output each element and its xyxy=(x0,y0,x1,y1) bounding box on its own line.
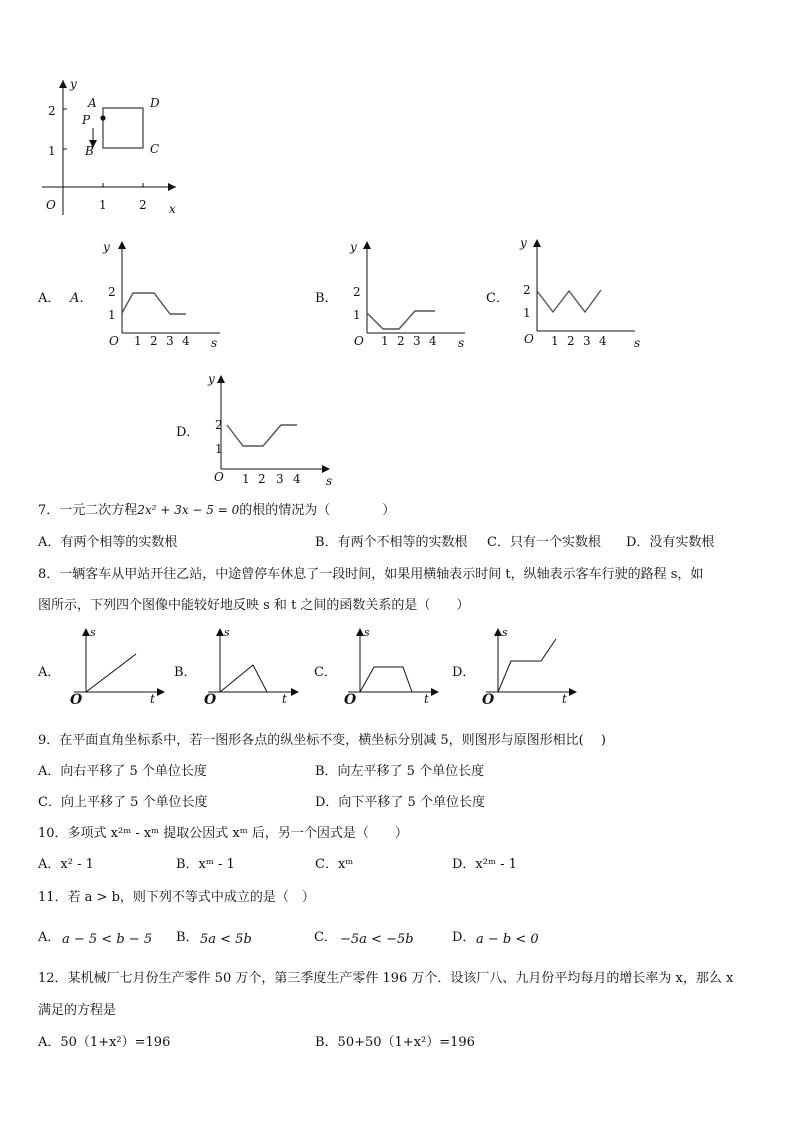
q11-option-c[interactable]: −5a < −5b xyxy=(340,932,414,947)
svg-text:y: y xyxy=(103,240,110,254)
q8-stem-line1: 8．一辆客车从甲站开往乙站，中途曾停车休息了一段时间，如果用横轴表示时间 t，纵轴表示客车行驶的路程 s，如 xyxy=(38,567,704,582)
label-c: C xyxy=(150,142,160,156)
q10-stem: 10．多项式 x²ᵐ - xᵐ 提取公因式 xᵐ 后，另一个因式是（ ） xyxy=(38,826,408,841)
q6-graph-a xyxy=(95,235,225,355)
q10-option-b[interactable]: B．xᵐ - 1 xyxy=(176,857,235,872)
label-d: D xyxy=(150,96,160,110)
q6-graph-c-line xyxy=(537,290,601,312)
q9-stem: 9．在平面直角坐标系中，若一图形各点的纵坐标不变，横坐标分别减 5，则图形与原图形相比( ) xyxy=(38,733,606,748)
label-b: B xyxy=(85,144,94,158)
svg-text:2: 2 xyxy=(150,334,158,348)
q7-option-b[interactable]: B．有两个不相等的实数根 xyxy=(315,535,468,550)
svg-text:t: t xyxy=(424,692,429,706)
q8-graph-c-line xyxy=(360,667,412,692)
svg-text:2: 2 xyxy=(108,285,116,299)
q6-option-a-label[interactable]: A． xyxy=(38,291,61,306)
point-p xyxy=(100,115,105,120)
svg-text:s: s xyxy=(224,626,230,639)
svg-text:t: t xyxy=(150,692,155,706)
svg-text:2: 2 xyxy=(353,285,361,299)
svg-text:s: s xyxy=(458,336,465,350)
q6-option-d-label[interactable]: D． xyxy=(176,425,200,440)
rectangle-abcd xyxy=(103,108,143,148)
q7-option-a[interactable]: A．有两个相等的实数根 xyxy=(38,535,178,550)
q12-option-a[interactable]: A．50（1+x²）=196 xyxy=(38,1035,171,1050)
svg-text:3: 3 xyxy=(166,334,174,348)
svg-text:1: 1 xyxy=(523,306,531,320)
x-axis-label: x xyxy=(169,202,176,216)
q8-option-c-label[interactable]: C． xyxy=(314,665,337,680)
q12-option-b[interactable]: B．50+50（1+x²）=196 xyxy=(315,1035,475,1050)
tick-y-1: 1 xyxy=(48,144,56,158)
svg-text:y: y xyxy=(208,372,215,386)
svg-text:t: t xyxy=(282,692,287,706)
svg-text:y: y xyxy=(350,240,357,254)
svg-text:O: O xyxy=(524,332,534,346)
q11-option-c-label[interactable]: C． xyxy=(314,930,337,945)
q7-stem: 7．一元二次方程2x² + 3x − 5 = 0的根的情况为（ ） xyxy=(38,503,396,518)
q8-option-b-label[interactable]: B． xyxy=(174,665,197,680)
q8-option-a-label[interactable]: A． xyxy=(38,665,61,680)
q9-option-a[interactable]: A．向右平移了 5 个单位长度 xyxy=(38,764,207,779)
svg-text:s: s xyxy=(211,336,218,350)
svg-text:2: 2 xyxy=(215,418,223,432)
svg-text:O: O xyxy=(482,692,495,708)
svg-text:1: 1 xyxy=(381,334,389,348)
svg-text:1: 1 xyxy=(242,472,250,486)
label-a: A xyxy=(88,96,97,110)
svg-text:t: t xyxy=(562,692,567,706)
svg-text:O: O xyxy=(70,692,83,708)
q8-graph-a xyxy=(66,625,166,708)
q8-graph-d xyxy=(478,625,578,708)
svg-text:2: 2 xyxy=(567,334,575,348)
q6-graph-c xyxy=(510,233,640,353)
svg-text:4: 4 xyxy=(599,334,607,348)
label-p: P xyxy=(82,113,91,127)
svg-text:1: 1 xyxy=(215,442,223,456)
svg-text:1: 1 xyxy=(353,308,361,322)
svg-text:O: O xyxy=(109,334,119,348)
svg-text:s: s xyxy=(502,626,508,639)
q12-stem-line2: 满足的方程是 xyxy=(38,1003,117,1018)
q8-graph-a-line xyxy=(86,654,136,692)
svg-text:4: 4 xyxy=(429,334,437,348)
q11-option-b[interactable]: 5a < 5b xyxy=(200,932,252,947)
svg-text:O: O xyxy=(204,692,217,708)
svg-text:3: 3 xyxy=(413,334,421,348)
svg-text:s: s xyxy=(326,474,333,488)
svg-text:s: s xyxy=(90,626,96,639)
rectangle-figure xyxy=(30,70,210,230)
q6-option-b-label[interactable]: B． xyxy=(315,291,338,306)
svg-text:O: O xyxy=(344,692,357,708)
q8-option-d-label[interactable]: D． xyxy=(452,665,476,680)
q6-graph-b xyxy=(340,235,470,355)
svg-text:s: s xyxy=(364,626,370,639)
svg-text:2: 2 xyxy=(258,472,266,486)
q10-option-c[interactable]: C．xᵐ xyxy=(315,857,354,872)
q8-stem-line2: 图所示，下列四个图像中能较好地反映 s 和 t 之间的函数关系的是（ ） xyxy=(38,598,470,613)
tick-y-2: 2 xyxy=(48,104,56,118)
svg-text:s: s xyxy=(634,336,641,350)
svg-text:2: 2 xyxy=(397,334,405,348)
q9-option-d[interactable]: D．向下平移了 5 个单位长度 xyxy=(315,795,485,810)
q8-graph-c xyxy=(340,625,440,708)
q11-option-d-label[interactable]: D． xyxy=(452,930,476,945)
q6-graph-a-line xyxy=(122,293,186,314)
origin-label: O xyxy=(46,198,56,212)
q6-graph-b-line xyxy=(367,311,435,329)
svg-text:y: y xyxy=(520,236,527,250)
q11-option-d[interactable]: a − b < 0 xyxy=(476,932,539,947)
svg-text:4: 4 xyxy=(182,334,190,348)
q9-option-b[interactable]: B．向左平移了 5 个单位长度 xyxy=(315,764,485,779)
svg-text:3: 3 xyxy=(583,334,591,348)
q6-option-c-label[interactable]: C． xyxy=(486,291,509,306)
q11-option-b-label[interactable]: B． xyxy=(176,930,199,945)
svg-text:O: O xyxy=(354,334,364,348)
tick-x-1: 1 xyxy=(99,198,107,212)
y-axis-label: y xyxy=(70,77,77,91)
svg-text:2: 2 xyxy=(523,283,531,297)
svg-text:1: 1 xyxy=(551,334,559,348)
q6-option-a-inner-label: A． xyxy=(70,291,93,306)
svg-text:1: 1 xyxy=(134,334,142,348)
q6-graph-d xyxy=(194,367,333,492)
svg-text:4: 4 xyxy=(293,472,301,486)
svg-text:O: O xyxy=(214,470,224,484)
q12-stem-line1: 12．某机械厂七月份生产零件 50 万个，第三季度生产零件 196 万个．设该厂八、九月份平均每月的增长率为 x，那么 x xyxy=(38,971,734,986)
q8-graph-d-line xyxy=(498,639,556,692)
q11-option-a[interactable]: a − 5 < b − 5 xyxy=(62,932,153,947)
q8-graph-b xyxy=(200,625,300,708)
q10-option-d[interactable]: D．x²ᵐ - 1 xyxy=(452,857,517,872)
q11-option-a-label[interactable]: A． xyxy=(38,930,61,945)
q10-option-a[interactable]: A．x² - 1 xyxy=(38,857,94,872)
q8-graph-b-line xyxy=(220,665,267,692)
q9-option-c[interactable]: C．向上平移了 5 个单位长度 xyxy=(38,795,208,810)
tick-x-2: 2 xyxy=(139,198,147,212)
svg-text:3: 3 xyxy=(276,472,284,486)
svg-text:1: 1 xyxy=(108,308,116,322)
q7-option-d[interactable]: D．没有实数根 xyxy=(626,535,715,550)
q11-stem: 11．若 a > b，则下列不等式中成立的是（ ） xyxy=(38,890,315,905)
q6-graph-d-line xyxy=(227,425,297,446)
q7-option-c[interactable]: C．只有一个实数根 xyxy=(487,535,601,550)
